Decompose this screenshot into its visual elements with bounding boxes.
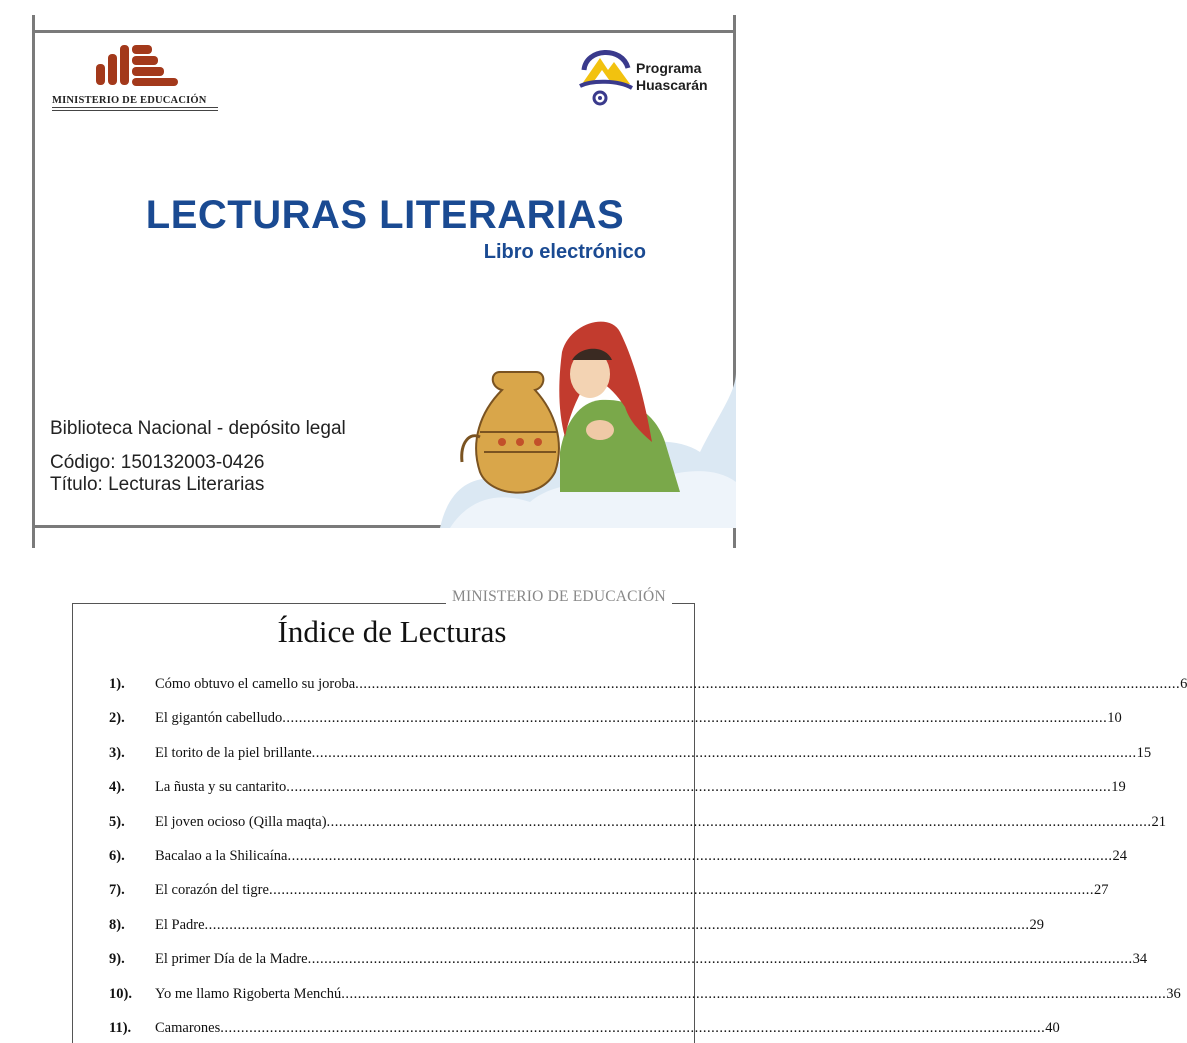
- toc-row[interactable]: [109, 676, 1187, 696]
- toc-page-number: 6: [1180, 676, 1187, 692]
- toc-row[interactable]: [109, 882, 1109, 902]
- toc-leader-dots: ........................................................................................................................................................................................................: [268, 882, 1094, 899]
- toc-number: 1).: [109, 676, 125, 692]
- toc-number: 2).: [109, 710, 125, 727]
- toc-entry: [155, 676, 1187, 693]
- book-title-text: LECTURAS LITERARIAS: [145, 193, 625, 237]
- toc-row[interactable]: [109, 951, 1148, 971]
- toc-entry: [155, 779, 1126, 796]
- toc-title: Cómo obtuvo el camello su joroba: [155, 676, 356, 692]
- toc-title: Bacalao a la Shilicaína: [155, 848, 288, 864]
- toc-leader-dots: ........................................................................................................................................................................................................: [287, 848, 1113, 864]
- toc-page-number: 21: [1151, 813, 1167, 830]
- toc-row[interactable]: [109, 779, 1126, 799]
- toc-number: 10).: [109, 985, 132, 1002]
- toc-row[interactable]: [109, 916, 1045, 937]
- programa-huascaran-text: [636, 60, 708, 94]
- toc-row[interactable]: [109, 710, 1122, 730]
- legal-info: [50, 418, 346, 496]
- book-subtitle: Libro electrónico: [483, 241, 646, 263]
- book-title: [0, 193, 768, 238]
- toc-leader-dots: ........................................................................................................................................................................................................: [326, 813, 1152, 830]
- crop-mark: [32, 520, 35, 548]
- toc-entry: [155, 1020, 1060, 1037]
- toc-row[interactable]: [109, 848, 1127, 868]
- toc-leader-dots: ........................................................................................................................................................................................................: [311, 744, 1137, 761]
- toc-page-number: 36: [1166, 985, 1181, 1002]
- toc-entry: [155, 710, 1122, 727]
- toc-leader-dots: ........................................................................................................................................................................................................: [341, 985, 1167, 1002]
- toc-title: El corazón del tigre: [155, 882, 269, 899]
- toc-number: 6).: [109, 848, 125, 864]
- programa-line: Programa: [636, 60, 702, 76]
- toc-title: El gigantón cabelludo: [155, 710, 283, 727]
- crop-mark: [733, 15, 736, 43]
- toc-title: El torito de la piel brillante: [155, 744, 312, 761]
- toc-page-number: 29: [1029, 916, 1045, 933]
- toc-number: 5).: [109, 813, 125, 830]
- toc-title: El joven ocioso (Qilla maqta): [155, 813, 327, 830]
- crop-mark: [32, 15, 35, 43]
- toc-leader-dots: ........................................................................................................................................................................................................: [307, 951, 1133, 968]
- title-line: Título: Lecturas Literarias: [50, 474, 265, 495]
- toc-number: 8).: [109, 916, 125, 933]
- toc-page-number: 19: [1111, 779, 1126, 796]
- toc-number: 7).: [109, 882, 125, 899]
- toc-page-number: 24: [1112, 848, 1127, 864]
- toc-number: 3).: [109, 744, 125, 761]
- toc-entry: [155, 744, 1152, 762]
- toc-entry: [155, 882, 1109, 899]
- toc-leader-dots: ........................................................................................................................................................................................................: [282, 710, 1108, 727]
- index-header-label: MINISTERIO DE EDUCACIÓN: [446, 588, 672, 606]
- toc-title: Yo me llamo Rigoberta Menchú: [155, 985, 342, 1002]
- ministry-logo-text: MINISTERIO DE EDUCACIÓN: [52, 95, 218, 108]
- toc-page-number: 27: [1093, 882, 1109, 899]
- toc-title: El Padre: [155, 916, 205, 933]
- toc-row[interactable]: [109, 744, 1152, 765]
- toc-number: 9).: [109, 951, 125, 968]
- toc-row[interactable]: [109, 813, 1167, 834]
- toc-number: 4).: [109, 779, 125, 796]
- toc-leader-dots: ........................................................................................................................................................................................................: [355, 676, 1181, 692]
- toc-page-number: 40: [1045, 1020, 1060, 1036]
- index-title: Índice de Lecturas: [277, 614, 507, 649]
- toc-number: 11).: [109, 1020, 132, 1036]
- toc-title: La ñusta y su cantarito: [155, 779, 287, 796]
- toc-leader-dots: ........................................................................................................................................................................................................: [204, 916, 1030, 933]
- woman-with-vessel-illustration: [440, 312, 736, 528]
- toc-page-number: 15: [1136, 744, 1152, 761]
- code-line: Código: 150132003-0426: [50, 452, 265, 473]
- toc-leader-dots: ........................................................................................................................................................................................................: [286, 779, 1112, 796]
- toc-leader-dots: ........................................................................................................................................................................................................: [220, 1020, 1046, 1036]
- toc-entry: [155, 813, 1167, 831]
- legal-deposit-line: Biblioteca Nacional - depósito legal: [50, 418, 346, 439]
- toc-row[interactable]: [109, 1020, 1060, 1040]
- toc-title: El primer Día de la Madre: [155, 951, 308, 968]
- toc-entry: [155, 848, 1127, 865]
- toc-row[interactable]: [109, 985, 1181, 1006]
- cover-left-border: [32, 30, 35, 528]
- toc-entry: [155, 985, 1181, 1003]
- toc-page-number: 34: [1132, 951, 1148, 968]
- programa-huascaran-logo-icon: [578, 40, 634, 110]
- toc-entry: [155, 916, 1045, 934]
- toc-title: Camarones: [155, 1020, 221, 1036]
- huascaran-line: Huascarán: [636, 77, 708, 93]
- toc-entry: [155, 951, 1148, 968]
- toc-page-number: 10: [1107, 710, 1122, 727]
